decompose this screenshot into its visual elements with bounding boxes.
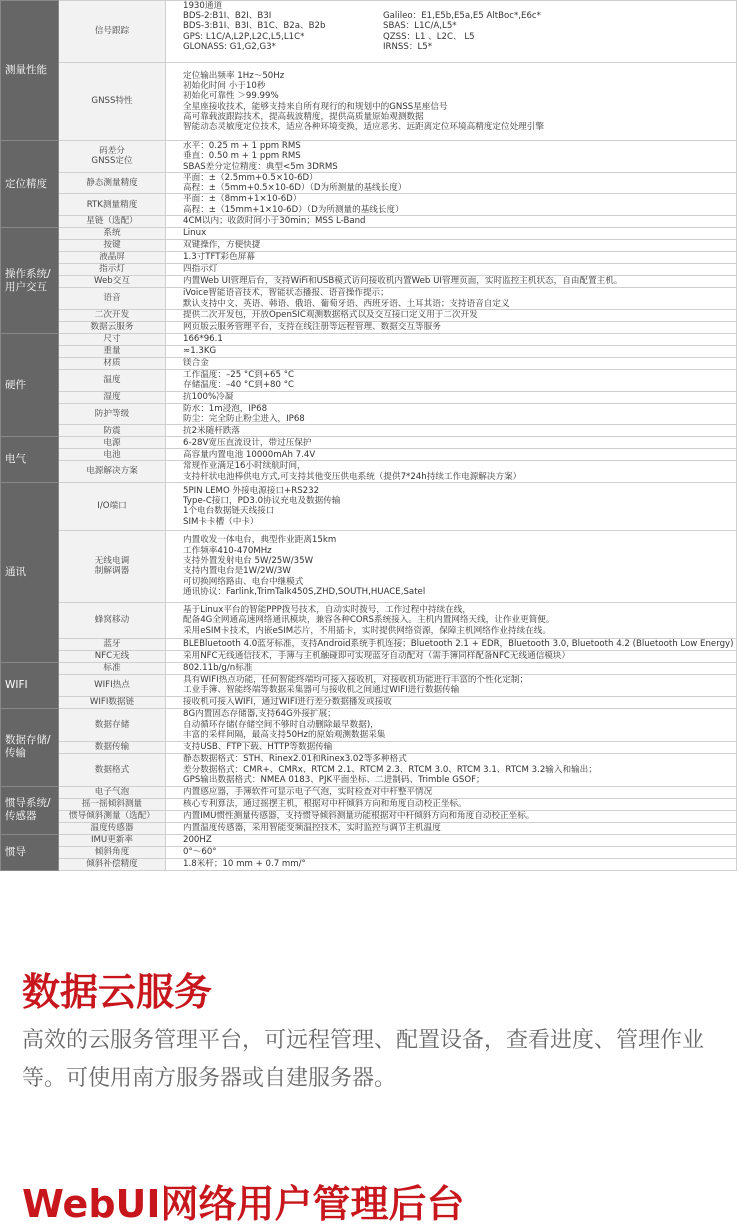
spec-value	[166, 346, 737, 358]
spec-value	[166, 798, 737, 810]
spec-value	[166, 172, 737, 194]
spec-value	[166, 228, 737, 240]
spec-value-line: 防尘：完全防止粉尘进入，IP68	[183, 413, 305, 424]
table-row	[1, 63, 737, 141]
spec-label: Web交互	[59, 276, 166, 288]
table-row	[1, 674, 737, 696]
table-row	[1, 391, 737, 403]
spec-value	[166, 370, 737, 392]
webui-title: WebUI网络用户管理后台	[22, 1182, 465, 1226]
table-row	[1, 650, 737, 662]
spec-value-line: 水平：0.25 m + 1 ppm RMS	[183, 141, 301, 151]
section-category: 电气	[1, 437, 59, 483]
spec-value-line: SBAS差分定位精度：典型<5m 3DRMS	[183, 161, 338, 172]
table-row	[1, 172, 737, 194]
spec-value	[166, 696, 737, 708]
table-row	[1, 425, 737, 437]
spec-label: 惯导倾斜测量（选配）	[59, 810, 166, 822]
spec-label: 语音	[59, 288, 166, 310]
table-row	[1, 276, 737, 288]
spec-value	[166, 216, 737, 228]
spec-value-line: 静态数据格式：STH、Rinex2.01和Rinex3.02等多种格式	[183, 754, 407, 765]
spec-value-line: 工业手簿、智能终端等数据采集器可与接收机之间通过WIFI进行数据传输	[183, 685, 460, 696]
spec-label: I/O端口	[59, 482, 166, 530]
spec-value-line: 抗2米随杆跌落	[183, 425, 241, 436]
spec-value	[166, 810, 737, 822]
table-row	[1, 834, 737, 846]
spec-value-line: 高可靠载波跟踪技术，提高载波精度，提供高质量原始观测数据	[183, 111, 424, 122]
spec-value	[166, 846, 737, 858]
spec-value-line: 丰富的采样间隔，最高支持50Hz的原始观测数据采集	[183, 730, 386, 740]
section-category: 操作系统/ 用户交互	[1, 228, 59, 334]
spec-value-line: 8G内置固态存储器,支持64G外接扩展；	[183, 709, 336, 720]
table-row	[1, 602, 737, 638]
spec-value	[166, 425, 737, 437]
spec-label: 蓝牙	[59, 638, 166, 650]
spec-label: RTK测量精度	[59, 194, 166, 216]
spec-label: 蜂窝移动	[59, 602, 166, 638]
spec-value-line: 存储温度：–40 °C到+80 °C	[183, 380, 294, 391]
spec-value-line: 平面：±（8mm+1×10-6D）	[183, 194, 302, 205]
section-category: 数据存储/ 传输	[1, 708, 59, 786]
spec-value-line: 高程：±（15mm+1×10-6D）（D为所测量的基线长度）	[183, 204, 404, 215]
spec-value	[166, 358, 737, 370]
table-row	[1, 530, 737, 602]
spec-value-line: 采用eSIM卡技术，内嵌eSIM芯片，不用插卡，实时提供网络资源，保障主机网络作业持续在线。	[183, 625, 551, 636]
spec-value-line: 支持杆状电池棒供电方式,可支持其他变压供电系统（提供7*24h持续工作电源解决方案）	[183, 471, 522, 482]
spec-value-line: 抗100%冷凝	[183, 392, 234, 403]
spec-value-line: 接收机可接入WIFI，通过WIFI进行差分数据播发或接收	[183, 697, 392, 708]
spec-value	[166, 276, 737, 288]
spec-value-line: 默认支持中文、英语、韩语、俄语、葡萄牙语、西班牙语、土耳其语；支持语音自定义	[183, 298, 510, 309]
spec-value-line: Type-C接口，PD3.0协议充电及数据传输	[183, 496, 341, 507]
spec-value-line: 6-28V宽压直流设计，带过压保护	[183, 437, 312, 448]
spec-value-line	[383, 1, 541, 11]
spec-value-line: 内置温度传感器，采用智能变频温控技术，实时监控与调节主机温度	[183, 823, 441, 834]
spec-label: WIFI热点	[59, 674, 166, 696]
section-category: 通讯	[1, 482, 59, 662]
spec-value-line: 工作温度：–25 °C到+65 °C	[183, 370, 294, 381]
spec-value-column-left	[183, 1, 383, 52]
table-row	[1, 141, 737, 173]
section-category: WIFI	[1, 662, 59, 708]
table-row	[1, 482, 737, 530]
spec-value	[166, 322, 737, 334]
spec-value-line: SIM卡卡槽（中卡）	[183, 516, 259, 527]
table-row	[1, 264, 737, 276]
spec-value	[166, 1, 737, 63]
spec-label: 液晶屏	[59, 252, 166, 264]
spec-value-line: 内置收发一体电台，典型作业距离15km	[183, 535, 337, 546]
spec-label: 星链（选配）	[59, 216, 166, 228]
spec-value-line: BDS-3:B1I、B3I、B1C、B2a、B2b	[183, 21, 326, 32]
spec-value-line: 工作频率410-470MHz	[183, 545, 272, 556]
spec-value-line: 配备4G全网通高速网络通讯模块，兼容各种CORS系统接入。主机内置网络天线，让作业更简便。	[183, 615, 555, 626]
spec-value	[166, 334, 737, 346]
spec-value-line: BLEBluetooth 4.0蓝牙标准，支持Android系统手机连接；Bluetooth 2.1 + EDR，Bluetooth 3.0, Bluetooth 4.2 (Bluetooth Low Energy)	[183, 639, 734, 650]
spec-value	[166, 310, 737, 322]
table-row	[1, 240, 737, 252]
table-row	[1, 810, 737, 822]
spec-label: WIFI数据链	[59, 696, 166, 708]
spec-label: 电源	[59, 437, 166, 449]
spec-label: 倾斜角度	[59, 846, 166, 858]
section-category: 测量性能	[1, 1, 59, 141]
spec-label: 电源解决方案	[59, 461, 166, 483]
spec-value-line: iVoice智能语音技术，智能状态播报、语音操作提示；	[183, 288, 389, 299]
spec-value-line: 高容量内置电池 10000mAh 7.4V	[183, 449, 316, 460]
spec-value	[166, 858, 737, 870]
spec-value-line: SBAS：L1C/A,L5*	[383, 21, 457, 32]
spec-value-line: 采用NFC无线通信技术，手簿与主机触碰即可实现蓝牙自动配对（需手簿同样配备NFC无线通信模块）	[183, 651, 571, 662]
spec-value-line: 支持USB、FTP下载、HTTP等数据传输	[183, 742, 333, 753]
spec-value-line: GPS输出数据格式：NMEA 0183、PJK平面坐标、二进制码、Trimble GSOF；	[183, 775, 485, 785]
spec-value-line: QZSS：L1 、L2C、 L5	[383, 31, 475, 42]
spec-value	[166, 482, 737, 530]
spec-label: 数据云服务	[59, 322, 166, 334]
spec-value-line: 核心专利算法，通过摇摆主机，根据对中杆倾斜方向和角度自动校正坐标。	[183, 799, 467, 810]
spec-value-line: 初始化时间 小于10秒	[183, 80, 266, 91]
spec-label: 数据传输	[59, 741, 166, 753]
spec-value-line: 内置IMU惯性测量传感器，支持惯导倾斜测量功能根据对中杆倾斜方向和角度自动校正坐标。	[183, 811, 535, 822]
table-row	[1, 1, 737, 63]
spec-value-line: 内置Web UI管理后台，支持WiFi和USB模式访问接收机内置Web UI管理页面，实时监控主机状态，自由配置主机。	[183, 276, 623, 287]
spec-label: 湿度	[59, 391, 166, 403]
spec-label: 防震	[59, 425, 166, 437]
table-row	[1, 461, 737, 483]
table-row	[1, 334, 737, 346]
spec-value-line: 166*96.1	[183, 334, 223, 345]
spec-value-line: 1.3寸TFT彩色屏幕	[183, 252, 255, 263]
spec-value-line: 1个电台数据链天线接口	[183, 506, 275, 517]
spec-value	[166, 741, 737, 753]
table-row	[1, 216, 737, 228]
spec-label: 系统	[59, 228, 166, 240]
spec-value-line: 具有WIFI热点功能，任何智能终端均可接入接收机，对接收机功能进行丰富的个性化定制；	[183, 675, 529, 686]
table-row	[1, 358, 737, 370]
spec-value	[166, 240, 737, 252]
spec-value	[166, 602, 737, 638]
spec-label: IMU更新率	[59, 834, 166, 846]
table-row	[1, 753, 737, 786]
spec-value	[166, 288, 737, 310]
spec-label: 按键	[59, 240, 166, 252]
spec-value-line: 差分数据格式：CMR+、CMRx、RTCM 2.1、RTCM 2.3、RTCM 3.0、RTCM 3.1、RTCM 3.2输入和输出；	[183, 764, 597, 775]
spec-value	[166, 822, 737, 834]
spec-label: 信号跟踪	[59, 1, 166, 63]
spec-value	[166, 437, 737, 449]
spec-label: 电子气泡	[59, 786, 166, 798]
table-row	[1, 798, 737, 810]
spec-value	[166, 638, 737, 650]
spec-value-line: 0°～60°	[183, 847, 217, 858]
spec-value-line: Linux	[183, 228, 207, 239]
spec-value-line: 200HZ	[183, 835, 212, 846]
spec-value-line: 垂直：0.50 m + 1 ppm RMS	[183, 151, 301, 162]
table-row	[1, 741, 737, 753]
spec-value-line: 定位输出频率 1Hz～50Hz	[183, 70, 285, 81]
spec-value-line: 1.8米杆；10 mm + 0.7 mm/°	[183, 859, 306, 870]
spec-value-line: 网页版云服务管理平台，支持在线注册等远程管理、数据交互等服务	[183, 322, 441, 333]
table-row	[1, 786, 737, 798]
spec-value-line: 初始化可靠性 ＞99.99%	[183, 91, 279, 102]
spec-value	[166, 786, 737, 798]
table-row	[1, 662, 737, 674]
spec-value-line: 防水：1m浸泡，IP68	[183, 403, 268, 414]
spec-label: 二次开发	[59, 310, 166, 322]
table-row	[1, 346, 737, 358]
spec-label: 数据存储	[59, 708, 166, 741]
spec-label: 电池	[59, 449, 166, 461]
cloud-service-description: 高效的云服务管理平台，可远程管理、配置设备，查看进度、管理作业等。可使用南方服务器或自建服务器。	[22, 1028, 705, 1091]
section-category: 惯导系统/ 传感器	[1, 786, 59, 834]
spec-value	[166, 194, 737, 216]
spec-value	[166, 403, 737, 425]
spec-value	[166, 662, 737, 674]
spec-value	[166, 753, 737, 786]
webui-section	[22, 1180, 465, 1228]
table-row	[1, 194, 737, 216]
spec-value-line: 通讯协议：Farlink,TrimTalk450S,ZHD,SOUTH,HUACE,Satel	[183, 586, 426, 597]
spec-value-line: ≈1.3KG	[183, 346, 217, 357]
spec-value-line: 常规作业满足16小时续航时间，	[183, 461, 306, 472]
spec-value-line: 支持外置发射电台 5W/25W/35W	[183, 556, 314, 567]
table-row	[1, 708, 737, 741]
spec-value	[166, 391, 737, 403]
spec-value-line: 镁合金	[183, 358, 209, 369]
spec-value-line: IRNSS：L5*	[383, 41, 432, 52]
spec-value-line: 1930通道	[183, 0, 223, 11]
spec-value	[166, 834, 737, 846]
table-row	[1, 370, 737, 392]
table-row	[1, 310, 737, 322]
spec-value-line: 5PIN LEMO 外接电源接口+RS232	[183, 485, 320, 496]
spec-value	[166, 141, 737, 173]
spec-value	[166, 63, 737, 141]
spec-value-line: GPS: L1C/A,L2P,L2C,L5,L1C*	[183, 31, 305, 42]
spec-value-line: 双键操作，方便快捷	[183, 240, 261, 251]
spec-value-line: 四指示灯	[183, 264, 218, 275]
spec-value-line: 智能动态灵敏度定位技术，适应各种环境变换，适应恶劣、远距离定位环境高精度定位处理引擎	[183, 122, 544, 133]
spec-label: 重量	[59, 346, 166, 358]
cloud-service-section	[22, 968, 732, 1098]
spec-value-line: BDS-2:B1I、B2I、B3I	[183, 11, 272, 22]
spec-label: 倾斜补偿精度	[59, 858, 166, 870]
table-row	[1, 288, 737, 310]
table-row	[1, 696, 737, 708]
table-row	[1, 846, 737, 858]
table-row	[1, 322, 737, 334]
spec-value-line: 可切换网络路由、电台中继模式	[183, 576, 304, 587]
spec-value-line: Galileo：E1,E5b,E5a,E5 AltBoc*,E6c*	[383, 11, 541, 22]
table-row	[1, 437, 737, 449]
section-category: 定位精度	[1, 141, 59, 228]
spec-value-line: 高程：±（5mm+0.5×10-6D）（D为所测量的基线长度）	[183, 183, 407, 194]
spec-label: NFC无线	[59, 650, 166, 662]
spec-label: 静态测量精度	[59, 172, 166, 194]
spec-label: 防护等级	[59, 403, 166, 425]
spec-value-line: 提供二次开发包，开放OpenSIC观测数据格式以及交互接口定义用于二次开发	[183, 310, 478, 321]
spec-label: 温度传感器	[59, 822, 166, 834]
table-row	[1, 858, 737, 870]
table-row	[1, 449, 737, 461]
spec-value-column-right	[383, 1, 541, 52]
spec-value	[166, 264, 737, 276]
spec-label: 无线电调 制解调器	[59, 530, 166, 602]
spec-value-line: 全星座接收技术，能够支持来自所有现行的和规划中的GNSS星座信号	[183, 101, 448, 112]
spec-value-line: 支持内置电台是1W/2W/3W	[183, 566, 291, 577]
spec-value	[166, 252, 737, 264]
spec-label: 数据格式	[59, 753, 166, 786]
spec-value	[166, 674, 737, 696]
spec-value	[166, 449, 737, 461]
section-category: 惯导	[1, 834, 59, 870]
table-row	[1, 638, 737, 650]
spec-label: 指示灯	[59, 264, 166, 276]
spec-value	[166, 708, 737, 741]
spec-label: 标准	[59, 662, 166, 674]
spec-value-line: 4CM以内；收敛时间小于30min；MSS L-Band	[183, 216, 366, 227]
spec-label: 温度	[59, 370, 166, 392]
table-row	[1, 228, 737, 240]
spec-value-line: GLONASS: G1,G2,G3*	[183, 41, 276, 52]
cloud-service-title: 数据云服务	[22, 970, 213, 1014]
spec-label: 尺寸	[59, 334, 166, 346]
spec-label: 摇一摇倾斜测量	[59, 798, 166, 810]
spec-value	[166, 650, 737, 662]
spec-label: 码差分 GNSS定位	[59, 141, 166, 173]
spec-label: GNSS特性	[59, 63, 166, 141]
spec-value-line: 基于Linux平台的智能PPP拨号技术，自动实时拨号，工作过程中持续在线，	[183, 604, 471, 615]
spec-value	[166, 461, 737, 483]
spec-value-line: 平面：±（2.5mm+0.5×10-6D）	[183, 172, 318, 183]
spec-label: 材质	[59, 358, 166, 370]
section-category: 硬件	[1, 334, 59, 437]
table-row	[1, 252, 737, 264]
spec-value-line: 802.11b/g/n标准	[183, 663, 253, 674]
spec-value-line: 内置感应器，手簿软件可显示电子气泡，实时检查对中杆整平情况	[183, 787, 433, 798]
spec-value-line: 自动循环存储(存储空间不够时自动删除最早数据)，	[183, 719, 379, 730]
table-row	[1, 822, 737, 834]
spec-value	[166, 530, 737, 602]
table-row	[1, 403, 737, 425]
